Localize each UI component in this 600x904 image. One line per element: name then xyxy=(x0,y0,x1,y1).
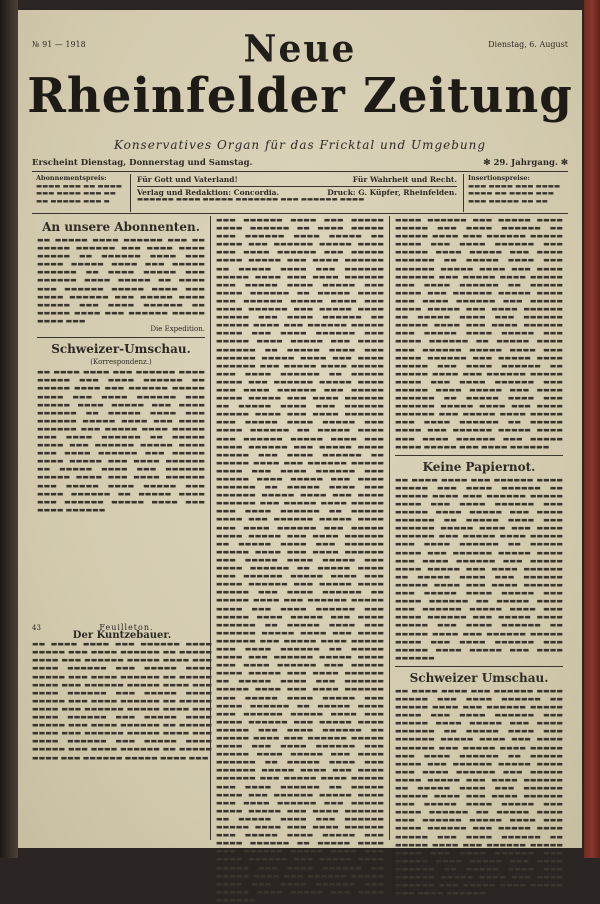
rule-info-bottom xyxy=(32,213,568,214)
separator xyxy=(395,666,563,667)
rule-top xyxy=(32,171,568,172)
masthead-line1: Neue xyxy=(243,26,357,72)
signature-expedition: Die Expedition. xyxy=(150,325,205,334)
masthead-line2: Rheinfelder Zeitung xyxy=(27,68,573,124)
headline-abonnenten: An unsere Abonnenten. xyxy=(42,220,200,234)
feuilleton-body: ▬▬ ▬▬▬▬ ▬▬▬▬ ▬▬▬ ▬▬▬▬▬▬ ▬▬▬▬ ▬▬▬▬▬ ▬▬▬ ▬▬▬▬ ▬▬▬▬▬▬ ▬▬ ▬▬▬▬▬ ▬▬▬▬ ▬▬▬ ▬▬▬▬▬▬ ▬▬▬▬▬ ▬▬▬▬ ▬▬▬ ▬▬▬▬ ▬▬▬▬▬▬ ▬▬▬ ▬▬▬▬▬ ▬▬▬▬ ▬▬▬▬▬ ▬▬▬ ▬▬▬▬ ▬▬▬▬▬▬ ▬▬ ▬▬▬▬▬ ▬▬▬▬ ▬▬▬ ▬▬▬▬▬▬ ▬▬▬▬▬ ▬▬▬▬ ▬▬▬ ▬▬▬▬ ▬▬▬▬▬▬ ▬▬▬ ▬▬▬▬▬ ▬▬▬▬ ▬▬▬▬▬ ▬▬▬ ▬▬▬▬ ▬▬▬▬▬▬ ▬▬ ▬▬▬▬▬ ▬▬▬▬ ▬▬▬ ▬▬▬▬▬▬ ▬▬▬▬▬ ▬▬▬▬ ▬▬▬ ▬▬▬▬ ▬▬▬▬▬▬ ▬▬▬ ▬▬▬▬▬ ▬▬▬▬ ▬▬▬▬▬ ▬▬▬ ▬▬▬▬ ▬▬▬▬▬▬ ▬▬ ▬▬▬▬▬ ▬▬▬▬ ▬▬▬ ▬▬▬▬▬▬ ▬▬▬▬▬ ▬▬▬▬ ▬▬▬ ▬▬▬▬ ▬▬▬▬▬▬ ▬▬▬ ▬▬▬▬▬ ▬▬▬▬ ▬▬▬▬▬ ▬▬▬ ▬▬▬▬ ▬▬▬▬▬▬ ▬▬ ▬▬▬▬▬ ▬▬▬▬ ▬▬▬ ▬▬▬▬▬▬ ▬▬▬▬▬ ▬▬▬▬ ▬▬▬ xyxy=(32,640,212,762)
newspaper-page xyxy=(18,10,582,904)
motto-right: Für Wahrheit und Recht. xyxy=(352,175,457,184)
printer-label: Druck: G. Küpfer, Rheinfelden. xyxy=(327,187,457,197)
feuilleton-title: Der Kuntzebauer. xyxy=(72,630,172,642)
feuilleton-section xyxy=(32,624,212,762)
insertion-box: Insertionspreise: ▬▬▬ ▬▬▬▬ ▬▬▬ ▬▬▬▬ ▬▬▬▬ ▬▬ ▬▬▬▬ ▬▬▬ ▬▬▬ ▬▬▬▬▬ ▬▬ ▬▬ xyxy=(463,174,568,212)
page-number: 43 xyxy=(32,624,41,632)
subscription-heading: Abonnementspreis: xyxy=(36,174,107,182)
publisher-box: Für Gott und Vaterland! Für Wahrheit und Recht. Verlag und Redaktion: Concordia. Druck: G. Küpfer, Rheinfelden. ▬▬▬▬▬▬ ▬▬▬▬ ▬▬▬▬▬ ▬▬▬▬▬▬▬ ▬▬▬ ▬▬▬▬▬▬ ▬▬▬▬ xyxy=(137,175,457,203)
column-1 xyxy=(32,216,210,840)
motto-left: Für Gott und Vaterland! xyxy=(137,175,238,184)
article-columns xyxy=(32,216,568,904)
publisher-label: Verlag und Redaktion: Concordia. xyxy=(137,187,280,197)
feuilleton-label: Feuilleton. xyxy=(99,623,154,632)
book-spine-edge xyxy=(584,0,600,858)
headline-schweizer-umschau-2: Schweizer Umschau. xyxy=(409,670,549,685)
column-2: ▬▬▬ ▬▬▬▬▬▬ ▬▬▬▬ ▬▬▬ ▬▬▬▬▬ ▬▬▬▬ ▬▬▬▬▬▬ ▬▬ ▬▬▬▬ ▬▬▬▬▬ ▬▬▬ ▬▬▬▬▬▬ ▬▬▬▬ ▬▬▬▬▬ ▬▬ ▬▬▬▬ ▬▬▬ ▬▬▬▬▬▬ ▬▬▬▬▬ ▬▬▬▬ ▬▬▬ ▬▬▬▬ ▬▬▬▬▬▬ ▬▬▬ ▬▬▬▬▬ ▬▬▬▬ ▬▬▬▬▬ ▬▬▬ ▬▬▬▬ ▬▬▬▬▬▬ ▬▬ ▬▬▬▬▬ ▬▬▬▬ ▬▬▬ ▬▬▬▬▬▬ ▬▬▬▬▬ ▬▬▬▬ ▬▬▬ ▬▬▬▬ ▬▬▬▬▬▬ ▬▬▬ ▬▬▬▬▬ ▬▬▬▬ ▬▬▬▬▬ ▬▬▬ ▬▬▬▬ ▬▬▬▬▬▬ ▬▬ ▬▬▬▬▬ ▬▬▬▬ ▬▬▬ ▬▬▬▬▬▬ ▬▬▬▬▬ ▬▬▬▬ ▬▬▬ ▬▬▬▬ ▬▬▬▬▬▬ ▬▬▬ ▬▬▬▬▬ ▬▬▬▬ ▬▬▬▬▬ ▬▬▬ ▬▬▬▬ ▬▬▬▬▬▬ ▬▬ ▬▬▬▬▬ ▬▬▬▬ ▬▬▬ ▬▬▬▬▬▬ ▬▬▬▬▬ ▬▬▬▬ ▬▬▬ ▬▬▬▬ ▬▬▬▬▬▬ ▬▬▬ ▬▬▬▬▬ ▬▬▬▬ ▬▬▬▬▬ ▬▬▬ ▬▬▬▬ ▬▬▬▬▬▬ ▬▬ ▬▬▬▬▬ ▬▬▬▬ ▬▬▬ ▬▬▬▬▬▬ ▬▬▬▬▬ ▬▬▬▬ ▬▬▬ ▬▬▬▬ ▬▬▬▬▬▬ ▬▬▬ ▬▬▬▬▬ ▬▬▬▬ ▬▬▬▬▬ ▬▬▬ ▬▬▬▬ ▬▬▬▬▬▬ ▬▬ ▬▬▬▬▬ ▬▬▬▬ ▬▬▬ ▬▬▬▬▬▬ ▬▬▬▬▬ ▬▬▬▬ ▬▬▬ ▬▬▬▬ ▬▬▬▬▬▬ ▬▬▬ ▬▬▬▬▬ ▬▬▬▬ ▬▬▬▬▬ ▬▬▬ ▬▬▬▬ ▬▬▬▬▬▬ ▬▬ ▬▬▬▬▬ ▬▬▬▬ ▬▬▬ ▬▬▬▬▬▬ ▬▬▬▬▬ ▬▬▬▬ ▬▬▬ ▬▬▬▬ ▬▬▬▬▬▬ ▬▬▬ ▬▬▬▬▬ ▬▬▬▬ ▬▬▬▬▬ ▬▬▬ ▬▬▬▬ ▬▬▬▬▬▬ ▬▬ ▬▬▬▬▬ ▬▬▬▬ ▬▬▬ ▬▬▬▬▬▬ ▬▬▬▬▬ ▬▬▬▬ ▬▬▬ ▬▬▬▬ ▬▬▬▬▬▬ ▬▬▬ ▬▬▬▬▬ ▬▬▬▬ ▬▬▬▬▬ ▬▬▬ ▬▬▬▬ ▬▬▬▬▬▬ ▬▬ ▬▬▬▬▬ ▬▬▬▬ ▬▬▬ ▬▬▬▬▬▬ ▬▬▬▬▬ ▬▬▬▬ ▬▬▬ ▬▬▬▬ ▬▬▬▬▬▬ ▬▬▬ ▬▬▬▬▬ ▬▬▬▬ ▬▬▬▬▬ ▬▬▬ ▬▬▬▬ ▬▬▬▬▬▬ ▬▬ ▬▬▬▬▬ ▬▬▬▬ ▬▬▬ ▬▬▬▬▬▬ ▬▬▬▬▬ ▬▬▬▬ ▬▬▬ ▬▬▬▬ ▬▬▬▬▬▬ ▬▬▬ ▬▬▬▬▬ ▬▬▬▬ ▬▬▬▬▬ ▬▬▬ ▬▬▬▬ ▬▬▬▬▬▬ ▬▬ ▬▬▬▬▬ ▬▬▬▬ ▬▬▬ ▬▬▬▬▬▬ ▬▬▬▬▬ ▬▬▬▬ ▬▬▬ ▬▬▬▬ ▬▬▬▬▬▬ ▬▬▬ ▬▬▬▬▬ ▬▬▬▬ ▬▬▬▬▬ ▬▬▬ ▬▬▬▬ ▬▬▬▬▬▬ ▬▬ ▬▬▬▬▬ ▬▬▬▬ ▬▬▬ ▬▬▬▬▬▬ ▬▬▬▬▬ ▬▬▬▬ ▬▬▬ ▬▬▬▬ ▬▬▬▬▬▬ ▬▬▬ ▬▬▬▬▬ ▬▬▬▬ ▬▬▬▬▬ ▬▬▬ ▬▬▬▬ ▬▬▬▬▬▬ ▬▬ ▬▬▬▬▬ ▬▬▬▬ ▬▬▬ ▬▬▬▬▬▬ ▬▬▬▬▬ ▬▬▬▬ ▬▬▬ ▬▬▬▬ ▬▬▬▬▬▬ ▬▬▬ ▬▬▬▬▬ ▬▬▬▬ ▬▬▬▬▬ ▬▬▬ ▬▬▬▬ ▬▬▬▬▬▬ ▬▬ ▬▬▬▬▬ ▬▬▬▬ ▬▬▬ ▬▬▬▬▬▬ ▬▬▬▬▬ ▬▬▬▬ ▬▬▬ ▬▬▬▬ ▬▬▬▬▬▬ ▬▬▬ ▬▬▬▬▬ ▬▬▬▬ ▬▬▬▬▬ ▬▬▬ ▬▬▬▬ ▬▬▬▬▬▬ ▬▬ ▬▬▬▬▬ ▬▬▬▬ ▬▬▬ ▬▬▬▬▬▬ ▬▬▬▬▬ ▬▬▬▬ ▬▬▬ ▬▬▬▬ ▬▬▬▬▬▬ ▬▬▬ ▬▬▬▬▬ ▬▬▬▬ ▬▬▬▬▬ ▬▬▬ ▬▬▬▬ ▬▬▬▬▬▬ ▬▬ ▬▬▬▬▬ ▬▬▬▬ ▬▬▬ ▬▬▬▬▬▬ ▬▬▬▬▬ ▬▬▬▬ ▬▬▬ ▬▬▬▬ ▬▬▬▬▬▬ ▬▬▬ ▬▬▬▬▬ ▬▬▬▬ ▬▬▬▬▬ ▬▬▬ ▬▬▬▬ ▬▬▬▬▬▬ ▬▬ ▬▬▬▬▬ ▬▬▬▬ ▬▬▬ ▬▬▬▬▬▬ ▬▬▬▬▬ ▬▬▬▬ ▬▬▬ ▬▬▬▬ ▬▬▬▬▬▬ ▬▬▬ ▬▬▬▬▬ ▬▬▬▬ ▬▬▬▬▬ ▬▬▬ ▬▬▬▬ ▬▬▬▬▬▬ ▬▬ ▬▬▬▬▬ ▬▬▬▬ ▬▬▬ ▬▬▬▬▬▬ ▬▬▬▬▬ ▬▬▬▬ ▬▬▬ ▬▬▬▬ ▬▬▬▬▬▬ ▬▬▬ ▬▬▬▬▬ ▬▬▬▬ ▬▬▬▬▬ ▬▬▬ ▬▬▬▬ ▬▬▬▬▬▬ ▬▬ ▬▬▬▬▬ ▬▬▬▬ ▬▬▬ ▬▬▬▬▬▬ ▬▬▬▬▬ ▬▬▬▬ ▬▬▬ ▬▬▬▬ ▬▬▬▬▬▬ ▬▬▬ ▬▬▬▬▬ ▬▬▬▬ ▬▬▬▬▬ ▬▬▬ ▬▬▬▬ ▬▬▬▬▬▬ ▬▬ ▬▬▬▬▬ ▬▬▬▬ ▬▬▬ ▬▬▬▬▬▬ ▬▬▬▬▬ ▬▬▬▬ ▬▬▬ ▬▬▬▬ ▬▬▬▬▬▬ ▬▬▬ ▬▬▬▬▬ ▬▬▬▬ ▬▬▬▬▬ ▬▬▬ ▬▬▬▬ ▬▬▬▬▬▬ ▬▬ ▬▬▬▬▬ ▬▬▬▬ ▬▬▬ ▬▬▬▬▬▬ ▬▬▬▬▬ ▬▬▬▬ ▬▬▬ ▬▬▬▬ ▬▬▬▬▬▬ ▬▬▬ ▬▬▬▬▬ ▬▬▬▬ ▬▬▬▬▬ ▬▬▬ ▬▬▬▬ ▬▬▬▬▬▬ ▬▬ ▬▬▬▬▬ ▬▬▬▬ ▬▬▬ ▬▬▬▬▬▬ ▬▬▬▬▬ ▬▬▬▬ ▬▬▬ ▬▬▬▬ ▬▬▬▬▬▬ ▬▬▬ ▬▬▬▬▬ ▬▬▬▬ ▬▬▬▬▬ ▬▬▬ ▬▬▬▬ ▬▬▬▬▬▬ ▬▬ ▬▬▬▬▬ ▬▬▬▬ ▬▬▬ ▬▬▬▬▬▬ ▬▬▬▬▬ ▬▬▬▬ ▬▬▬ ▬▬▬▬ ▬▬▬▬▬▬ ▬▬▬ ▬▬▬▬▬ ▬▬▬▬ ▬▬▬▬▬ ▬▬▬ ▬▬▬▬ ▬▬▬▬▬▬ ▬▬ ▬▬▬▬▬ ▬▬▬▬ ▬▬▬ ▬▬▬▬▬▬ ▬▬▬▬▬ ▬▬▬▬ ▬▬▬ ▬▬▬▬ ▬▬▬▬▬▬ ▬▬▬ ▬▬▬▬▬ ▬▬▬▬ ▬▬▬▬▬ ▬▬▬ ▬▬▬▬ ▬▬▬▬▬▬ xyxy=(210,216,389,840)
column-3 xyxy=(389,216,568,898)
headline-schweizer-umschau: Schweizer-Umschau. xyxy=(51,342,191,357)
masthead-subtitle: Konservatives Organ für das Fricktal und Umgebung xyxy=(113,138,487,152)
separator xyxy=(395,455,563,456)
publication-days: Erscheint Dienstag, Donnerstag und Samstag. xyxy=(32,158,253,168)
issue-date: Dienstag, 6. August xyxy=(488,40,568,49)
subscription-box: Abonnementspreis: ▬▬▬▬ ▬▬▬ ▬▬ ▬▬▬▬ ▬▬▬ ▬▬▬▬ ▬▬▬ ▬▬ ▬▬ ▬▬▬▬▬ ▬▬▬ ▬ xyxy=(32,174,131,212)
article-body-4: ▬▬ ▬▬▬▬ ▬▬▬▬ ▬▬▬ ▬▬▬▬▬▬ ▬▬▬▬ ▬▬▬▬▬ ▬▬▬ ▬▬▬▬ ▬▬▬▬▬▬ ▬▬ ▬▬▬▬▬ ▬▬▬▬ ▬▬▬ ▬▬▬▬▬▬ ▬▬▬▬▬ ▬▬▬▬ ▬▬▬ ▬▬▬▬ ▬▬▬▬▬▬ ▬▬▬ ▬▬▬▬▬ ▬▬▬▬ ▬▬▬▬▬ ▬▬▬ ▬▬▬▬ ▬▬▬▬▬▬ ▬▬ ▬▬▬▬▬ ▬▬▬▬ ▬▬▬ ▬▬▬▬▬▬ ▬▬▬▬▬ ▬▬▬▬ ▬▬▬ ▬▬▬▬ ▬▬▬▬▬▬ ▬▬▬ ▬▬▬▬▬ ▬▬▬▬ ▬▬▬▬▬ ▬▬▬ ▬▬▬▬ ▬▬▬▬▬▬ ▬▬ ▬▬▬▬▬ ▬▬▬▬ ▬▬▬ ▬▬▬▬▬▬ ▬▬▬▬▬ ▬▬▬▬ ▬▬▬ ▬▬▬▬ ▬▬▬▬▬▬ ▬▬▬ ▬▬▬▬▬ ▬▬▬▬ ▬▬▬▬▬ ▬▬▬ ▬▬▬▬ ▬▬▬▬▬▬ ▬▬ ▬▬▬▬▬ ▬▬▬▬ ▬▬▬ ▬▬▬▬▬▬ ▬▬▬▬▬ ▬▬▬▬ ▬▬▬ ▬▬▬▬ ▬▬▬▬▬▬ ▬▬▬ ▬▬▬▬▬ ▬▬▬▬ ▬▬▬▬▬ ▬▬▬ ▬▬▬▬ ▬▬▬▬▬▬ ▬▬ ▬▬▬▬▬ ▬▬▬▬ ▬▬▬ ▬▬▬▬▬▬ ▬▬▬▬▬ ▬▬▬▬ ▬▬▬ ▬▬▬▬ ▬▬▬▬▬▬ ▬▬▬ ▬▬▬▬▬ ▬▬▬▬ ▬▬▬▬▬ ▬▬▬ ▬▬▬▬ ▬▬▬▬▬▬ ▬▬ ▬▬▬▬▬ ▬▬▬▬ ▬▬▬ ▬▬▬▬▬▬ ▬▬▬▬▬ ▬▬▬▬ ▬▬▬ ▬▬▬▬ ▬▬▬▬▬▬ ▬▬▬ ▬▬▬▬▬ ▬▬▬▬ ▬▬▬▬▬ ▬▬▬ ▬▬▬▬ ▬▬▬▬▬▬ xyxy=(395,475,563,662)
insertion-heading: Insertionspreise: xyxy=(468,174,530,182)
article-body-5: ▬▬ ▬▬▬▬ ▬▬▬▬ ▬▬▬ ▬▬▬▬▬▬ ▬▬▬▬ ▬▬▬▬▬ ▬▬▬ ▬▬▬▬ ▬▬▬▬▬▬ ▬▬ ▬▬▬▬▬ ▬▬▬▬ ▬▬▬ ▬▬▬▬▬▬ ▬▬▬▬▬ ▬▬▬▬ ▬▬▬ ▬▬▬▬ ▬▬▬▬▬▬ ▬▬▬ ▬▬▬▬▬ ▬▬▬▬ ▬▬▬▬▬ ▬▬▬ ▬▬▬▬ ▬▬▬▬▬▬ ▬▬ ▬▬▬▬▬ ▬▬▬▬ ▬▬▬ ▬▬▬▬▬▬ ▬▬▬▬▬ ▬▬▬▬ ▬▬▬ ▬▬▬▬ ▬▬▬▬▬▬ ▬▬▬ ▬▬▬▬▬ ▬▬▬▬ ▬▬▬▬▬ ▬▬▬ ▬▬▬▬ ▬▬▬▬▬▬ ▬▬ ▬▬▬▬▬ ▬▬▬▬ ▬▬▬ ▬▬▬▬▬▬ ▬▬▬▬▬ ▬▬▬▬ ▬▬▬ ▬▬▬▬ ▬▬▬▬▬▬ ▬▬▬ ▬▬▬▬▬ ▬▬▬▬ ▬▬▬▬▬ ▬▬▬ ▬▬▬▬ ▬▬▬▬▬▬ ▬▬ ▬▬▬▬▬ ▬▬▬▬ ▬▬▬ ▬▬▬▬▬▬ ▬▬▬▬▬ ▬▬▬▬ ▬▬▬ ▬▬▬▬ ▬▬▬▬▬▬ ▬▬▬ ▬▬▬▬▬ ▬▬▬▬ ▬▬▬▬▬ ▬▬▬ ▬▬▬▬ ▬▬▬▬▬▬ ▬▬ ▬▬▬▬▬ ▬▬▬▬ ▬▬▬ ▬▬▬▬▬▬ ▬▬▬▬▬ ▬▬▬▬ ▬▬▬ ▬▬▬▬ ▬▬▬▬▬▬ ▬▬▬ ▬▬▬▬▬ ▬▬▬▬ ▬▬▬▬▬ ▬▬▬ ▬▬▬▬ ▬▬▬▬▬▬ ▬▬ ▬▬▬▬▬ ▬▬▬▬ ▬▬▬ ▬▬▬▬▬▬ ▬▬▬▬▬ ▬▬▬▬ ▬▬▬ ▬▬▬▬ ▬▬▬▬▬▬ ▬▬▬ ▬▬▬▬▬ ▬▬▬▬ ▬▬▬▬▬ ▬▬▬ ▬▬▬▬ ▬▬▬▬▬▬ ▬▬ ▬▬▬▬▬ ▬▬▬▬ ▬▬▬ ▬▬▬▬▬▬ ▬▬▬▬▬ ▬▬▬▬ ▬▬▬ ▬▬▬▬ ▬▬▬▬▬▬ ▬▬▬ ▬▬▬▬▬ ▬▬▬▬ ▬▬▬▬▬ ▬▬▬ ▬▬▬▬ ▬▬▬▬▬▬ xyxy=(395,686,563,898)
article-body-1: ▬▬ ▬▬▬▬▬ ▬▬▬▬ ▬▬▬▬▬▬ ▬▬▬ ▬▬ ▬▬▬▬▬ ▬▬▬▬▬▬ ▬▬▬ ▬▬▬▬ ▬▬▬▬ ▬▬▬▬▬ ▬▬ ▬▬▬▬▬▬ ▬▬▬▬ ▬▬▬ ▬▬▬▬ ▬▬▬▬▬ ▬▬▬▬ ▬▬▬ ▬▬▬▬▬ ▬▬▬▬▬▬ ▬▬ ▬▬▬▬ ▬▬▬▬▬ ▬▬▬ ▬▬▬▬▬▬ ▬▬▬▬ ▬▬▬▬▬ ▬▬ ▬▬▬▬ ▬▬▬ ▬▬▬▬▬▬ ▬▬▬▬▬ ▬▬▬▬ ▬▬▬ ▬▬▬▬ ▬▬▬▬▬▬ ▬▬▬ ▬▬▬▬▬ ▬▬▬▬ ▬▬▬▬▬ ▬▬▬ ▬▬▬▬ ▬▬▬▬▬▬ ▬▬ ▬▬▬▬▬ ▬▬▬▬ ▬▬▬ ▬▬▬▬▬▬ ▬▬▬▬▬ ▬▬▬▬ ▬▬▬ xyxy=(37,236,205,325)
volume-number: ✻ 29. Jahrgang. ✻ xyxy=(483,158,568,168)
book-binding xyxy=(0,0,18,858)
separator xyxy=(37,337,205,338)
issue-number: № 91 — 1918 xyxy=(32,40,86,49)
article-body-3: ▬▬▬▬ ▬▬▬▬▬▬ ▬▬▬ ▬▬▬▬▬ ▬▬▬▬ ▬▬▬▬▬ ▬▬▬ ▬▬▬▬ ▬▬▬▬▬▬ ▬▬ ▬▬▬▬▬ ▬▬▬▬ ▬▬▬ ▬▬▬▬▬▬ ▬▬▬▬▬ ▬▬▬▬ ▬▬▬ ▬▬▬▬ ▬▬▬▬▬▬ ▬▬▬ ▬▬▬▬▬ ▬▬▬▬ ▬▬▬▬▬ ▬▬▬ ▬▬▬▬ ▬▬▬▬▬▬ ▬▬ ▬▬▬▬▬ ▬▬▬▬ ▬▬▬ ▬▬▬▬▬▬ ▬▬▬▬▬ ▬▬▬▬ ▬▬▬ ▬▬▬▬ ▬▬▬▬▬▬ ▬▬▬ ▬▬▬▬▬ ▬▬▬▬ ▬▬▬▬▬ ▬▬▬ ▬▬▬▬ ▬▬▬▬▬▬ ▬▬ ▬▬▬▬▬ ▬▬▬▬ ▬▬▬ ▬▬▬▬▬▬ ▬▬▬▬▬ ▬▬▬▬ ▬▬▬ ▬▬▬▬ ▬▬▬▬▬▬ ▬▬▬ ▬▬▬▬▬ ▬▬▬▬ ▬▬▬▬▬ ▬▬▬ ▬▬▬▬ ▬▬▬▬▬▬ ▬▬ ▬▬▬▬▬ ▬▬▬▬ ▬▬▬ ▬▬▬▬▬▬ ▬▬▬▬▬ ▬▬▬▬ ▬▬▬ ▬▬▬▬ ▬▬▬▬▬▬ ▬▬▬ ▬▬▬▬▬ ▬▬▬▬ ▬▬▬▬▬ ▬▬▬ ▬▬▬▬ ▬▬▬▬▬▬ ▬▬ ▬▬▬▬▬ ▬▬▬▬ ▬▬▬ ▬▬▬▬▬▬ ▬▬▬▬▬ ▬▬▬▬ ▬▬▬ ▬▬▬▬ ▬▬▬▬▬▬ ▬▬▬ ▬▬▬▬▬ ▬▬▬▬ ▬▬▬▬▬ ▬▬▬ ▬▬▬▬ ▬▬▬▬▬▬ ▬▬ ▬▬▬▬▬ ▬▬▬▬ ▬▬▬ ▬▬▬▬▬▬ ▬▬▬▬▬ ▬▬▬▬ ▬▬▬ ▬▬▬▬ ▬▬▬▬▬▬ ▬▬▬ ▬▬▬▬▬ ▬▬▬▬ ▬▬▬▬▬ ▬▬▬ ▬▬▬▬ ▬▬▬▬▬▬ ▬▬ ▬▬▬▬▬ ▬▬▬▬ ▬▬▬ ▬▬▬▬▬▬ ▬▬▬▬▬ ▬▬▬▬ ▬▬▬ ▬▬▬▬ ▬▬▬▬▬▬ ▬▬▬ ▬▬▬▬▬ ▬▬▬▬ ▬▬▬▬▬ ▬▬▬ ▬▬▬▬ ▬▬▬▬▬▬ ▬▬ ▬▬▬▬▬ ▬▬▬▬ ▬▬▬ ▬▬▬▬▬▬ ▬▬▬▬▬ ▬▬▬▬ ▬▬▬ ▬▬▬▬ ▬▬▬▬▬▬ ▬▬▬ ▬▬▬▬▬ ▬▬▬▬ ▬▬▬▬▬ ▬▬▬ ▬▬▬▬ ▬▬▬▬▬▬ xyxy=(395,216,563,451)
headline-keine-papiernot: Keine Papiernot. xyxy=(422,459,536,474)
publication-meta xyxy=(32,158,568,168)
dateline-korrespondenz: (Korrespondenz.) xyxy=(90,358,152,367)
info-bar xyxy=(32,174,568,212)
article-body-2: ▬▬ ▬▬▬▬ ▬▬▬▬ ▬▬▬ ▬▬▬▬▬▬ ▬▬▬▬ ▬▬▬▬▬ ▬▬▬ ▬▬▬▬ ▬▬▬▬▬▬ ▬▬ ▬▬▬▬▬ ▬▬▬▬ ▬▬▬ ▬▬▬▬▬▬ ▬▬▬▬▬ ▬▬▬▬ ▬▬▬ ▬▬▬▬ ▬▬▬▬▬▬ ▬▬▬ ▬▬▬▬▬ ▬▬▬▬ ▬▬▬▬▬ ▬▬▬ ▬▬▬▬ ▬▬▬▬▬▬ ▬▬ ▬▬▬▬▬ ▬▬▬▬ ▬▬▬ ▬▬▬▬▬▬ ▬▬▬▬▬ ▬▬▬▬ ▬▬▬ ▬▬▬▬ ▬▬▬▬▬▬ ▬▬▬ ▬▬▬▬▬ ▬▬▬▬ ▬▬▬▬▬ ▬▬▬ ▬▬▬▬ ▬▬▬▬▬▬ ▬▬ ▬▬▬▬▬ ▬▬▬▬ ▬▬▬ ▬▬▬▬▬▬ ▬▬▬▬▬ ▬▬▬▬ ▬▬▬ ▬▬▬▬ ▬▬▬▬▬▬ ▬▬▬ ▬▬▬▬▬ ▬▬▬▬ ▬▬▬▬▬ ▬▬▬ ▬▬▬▬ ▬▬▬▬▬▬ ▬▬ ▬▬▬▬▬ ▬▬▬▬ ▬▬▬ ▬▬▬▬▬▬ ▬▬▬▬▬ ▬▬▬▬ ▬▬▬ ▬▬▬▬ ▬▬▬▬▬▬ ▬▬▬ ▬▬▬▬▬ ▬▬▬▬ ▬▬▬▬▬ ▬▬▬ ▬▬▬▬ ▬▬▬▬▬▬ ▬▬ ▬▬▬▬▬ ▬▬▬▬ ▬▬▬ ▬▬▬▬▬▬ ▬▬▬▬▬ ▬▬▬▬ ▬▬▬ ▬▬▬▬ ▬▬▬▬▬▬ xyxy=(37,368,205,514)
